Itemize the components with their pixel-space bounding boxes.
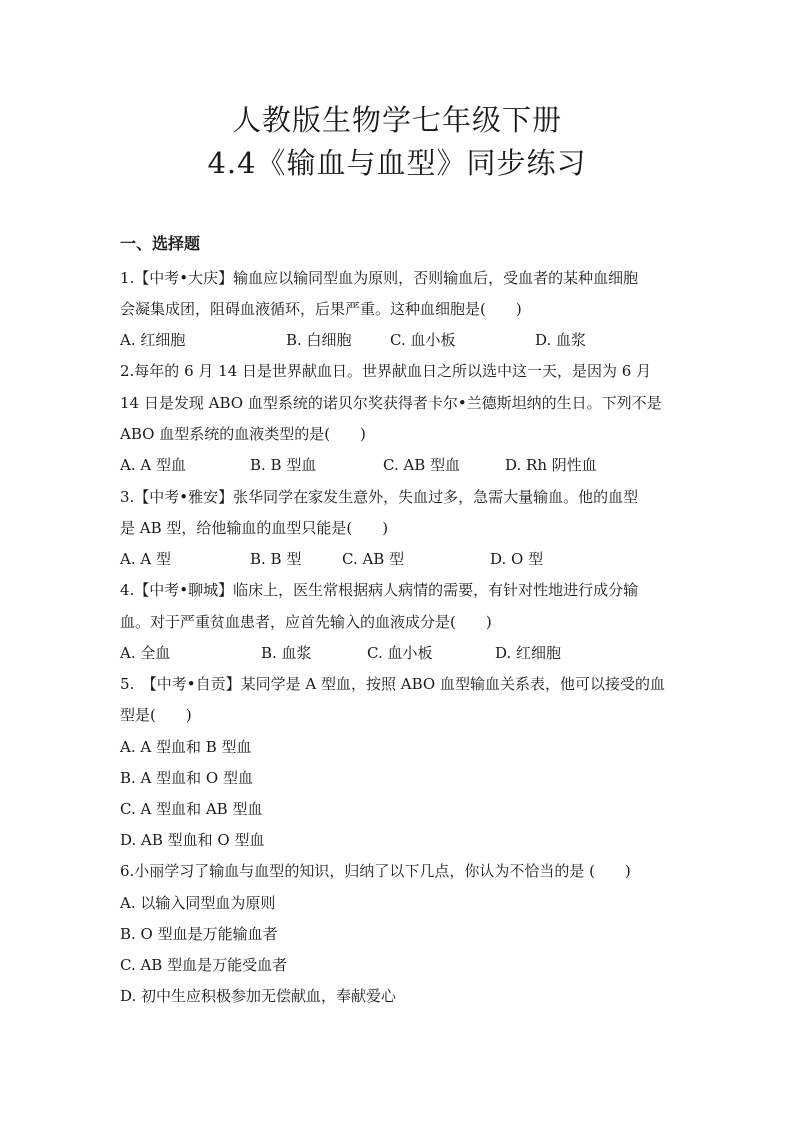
question-5-option-d: D. AB 型血和 O 型血 bbox=[120, 831, 265, 849]
question-5-option-b: B. A 型血和 O 型血 bbox=[120, 769, 253, 787]
question-6-option-d: D. 初中生应积极参加无偿献血，奉献爱心 bbox=[120, 987, 397, 1005]
question-5-line-1: 5. 【中考•自贡】某同学是 A 型血，按照 ABO 血型输血关系表，他可以接受的血 bbox=[120, 675, 665, 693]
option-d: D. 血浆 bbox=[535, 331, 587, 349]
option-d: D. Rh 阴性血 bbox=[505, 456, 597, 474]
question-5-line-2: 型是( ) bbox=[120, 706, 192, 724]
question-2-line-3: ABO 血型系统的血液类型的是( ) bbox=[120, 425, 366, 443]
option-b: B. B 型血 bbox=[250, 456, 317, 474]
question-6-line-1: 6.小丽学习了输血与血型的知识，归纳了以下几点，你认为不恰当的是 ( ) bbox=[120, 862, 631, 880]
section-heading: 一、选择题 bbox=[120, 234, 201, 253]
option-b: B. 血浆 bbox=[261, 644, 312, 662]
question-6-option-a: A. 以输入同型血为原则 bbox=[120, 894, 276, 912]
question-3-line-1: 3.【中考•雅安】张华同学在家发生意外，失血过多，急需大量输血。他的血型 bbox=[120, 488, 639, 506]
option-a: A. 全血 bbox=[120, 644, 171, 662]
option-b: B. B 型 bbox=[250, 550, 302, 568]
question-6-option-c: C. AB 型血是万能受血者 bbox=[120, 956, 288, 974]
question-6-option-b: B. O 型血是万能输血者 bbox=[120, 925, 278, 943]
option-a: A. A 型血 bbox=[120, 456, 186, 474]
option-c: C. 血小板 bbox=[390, 331, 456, 349]
option-d: D. 红细胞 bbox=[495, 644, 562, 662]
option-b: B. 白细胞 bbox=[286, 331, 352, 349]
option-c: C. 血小板 bbox=[367, 644, 433, 662]
document-title-line2: 4.4《输血与血型》同步练习 bbox=[207, 146, 587, 180]
document-title-line1: 人教版生物学七年级下册 bbox=[231, 103, 562, 137]
option-c: C. AB 型血 bbox=[383, 456, 461, 474]
question-2-line-2: 14 日是发现 ABO 血型系统的诺贝尔奖获得者卡尔•兰德斯坦纳的生日。下列不是 bbox=[120, 394, 662, 412]
option-a: A. 红细胞 bbox=[120, 331, 186, 349]
question-1-line-2: 会凝集成团，阻碍血液循环，后果严重。这种血细胞是( ) bbox=[120, 300, 522, 318]
question-4-line-2: 血。对于严重贫血患者，应首先输入的血液成分是( ) bbox=[120, 613, 492, 631]
question-4-line-1: 4.【中考•聊城】临床上，医生常根据病人病情的需要，有针对性地进行成分输 bbox=[120, 581, 639, 599]
question-2-line-1: 2.每年的 6 月 14 日是世界献血日。世界献血日之所以选中这一天，是因为 6 月 bbox=[120, 362, 652, 380]
option-a: A. A 型 bbox=[120, 550, 171, 568]
question-5-option-c: C. A 型血和 AB 型血 bbox=[120, 800, 263, 818]
question-3-line-2: 是 AB 型，给他输血的血型只能是( ) bbox=[120, 519, 389, 537]
question-5-option-a: A. A 型血和 B 型血 bbox=[120, 738, 252, 756]
option-c: C. AB 型 bbox=[342, 550, 405, 568]
option-d: D. O 型 bbox=[490, 550, 544, 568]
question-1-line-1: 1.【中考•大庆】输血应以输同型血为原则，否则输血后，受血者的某种血细胞 bbox=[120, 269, 639, 287]
